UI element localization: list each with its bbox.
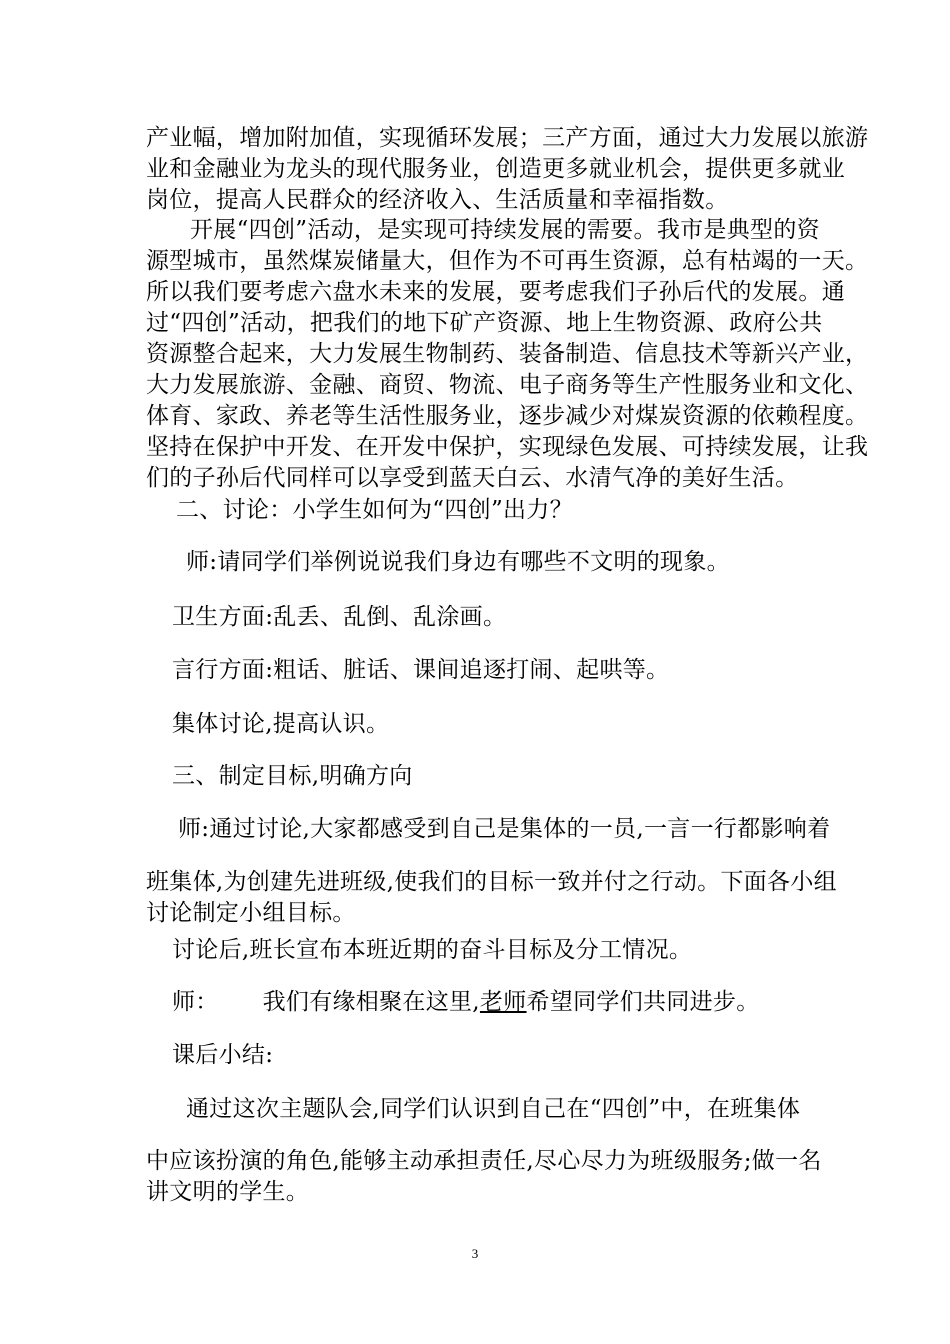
summary-heading: 课后小结: [172, 1042, 274, 1068]
text-line: 讨论制定小组目标。 [146, 900, 356, 926]
text-line: 所以我们要考虑六盘水未来的发展，要考虑我们子孙后代的发展。通 [146, 279, 845, 305]
monitor-line: 讨论后,班长宣布本班近期的奋斗目标及分工情况。 [172, 937, 693, 963]
text-line: 班集体,为创建先进班级,使我们的目标一致并付之行动。下面各小组 [146, 869, 837, 895]
text-line: 过“四创”活动，把我们的地下矿产资源、地上生物资源、政府公共 [146, 310, 823, 336]
text-line: 师:通过讨论,大家都感受到自己是集体的一员,一言一行都影响着 [178, 816, 831, 842]
text-line: 业和金融业为龙头的现代服务业，创造更多就业机会，提供更多就业 [146, 156, 845, 182]
page-number: 3 [471, 1246, 479, 1261]
teacher-closing [172, 988, 760, 1016]
text-line: 产业幅，增加附加值，实现循环发展；三产方面，通过大力发展以旅游 [146, 125, 869, 151]
text-line: 讲文明的学生。 [146, 1179, 310, 1205]
text-line: 体育、家政、养老等生活性服务业，逐步减少对煤炭资源的依赖程度。 [146, 403, 869, 429]
teacher-question: 师:请同学们举例说说我们身边有哪些不文明的现象。 [186, 549, 730, 575]
text-line: 中应该扮演的角色,能够主动承担责任,尽心尽力为班级服务;做一名 [146, 1148, 822, 1174]
text-line: 通过这次主题队会,同学们认识到自己在“四创”中，在班集体 [186, 1096, 801, 1122]
speaker-label: 师： [172, 989, 219, 1015]
section-heading-discussion: 二、讨论：小学生如何为“四创”出力？ [176, 497, 573, 523]
section-heading-goals: 三、制定目标,明确方向 [172, 763, 413, 789]
text-line: 们的子孙后代同样可以享受到蓝天白云、水清气净的美好生活。 [146, 465, 799, 491]
underlined-text: 老师 [479, 989, 527, 1015]
text-line: 源型城市，虽然煤炭储量大，但作为不可再生资源，总有枯竭的一天。 [146, 248, 869, 274]
closing-text: 我们有缘相聚在这里, [262, 989, 480, 1015]
text-line: 坚持在保护中开发、在开发中保护，实现绿色发展、可持续发展，让我 [146, 434, 869, 460]
text-line: 岗位，提高人民群众的经济收入、生活质量和幸福指数。 [146, 187, 729, 213]
closing-text-end: 希望同学们共同进步。 [526, 989, 760, 1015]
text-line: 开展“四创”活动，是实现可持续发展的需要。我市是典型的资 [190, 217, 820, 243]
collective-line: 集体讨论,提高认识。 [172, 711, 390, 737]
text-line: 资源整合起来，大力发展生物制药、装备制造、信息技术等新兴产业， [146, 341, 869, 367]
text-line: 大力发展旅游、金融、商贸、物流、电子商务等生产性服务业和文化、 [146, 372, 869, 398]
hygiene-line: 卫生方面:乱丢、乱倒、乱涂画。 [172, 604, 507, 630]
speech-line: 言行方面:粗话、脏话、课间追逐打闹、起哄等。 [172, 657, 670, 683]
